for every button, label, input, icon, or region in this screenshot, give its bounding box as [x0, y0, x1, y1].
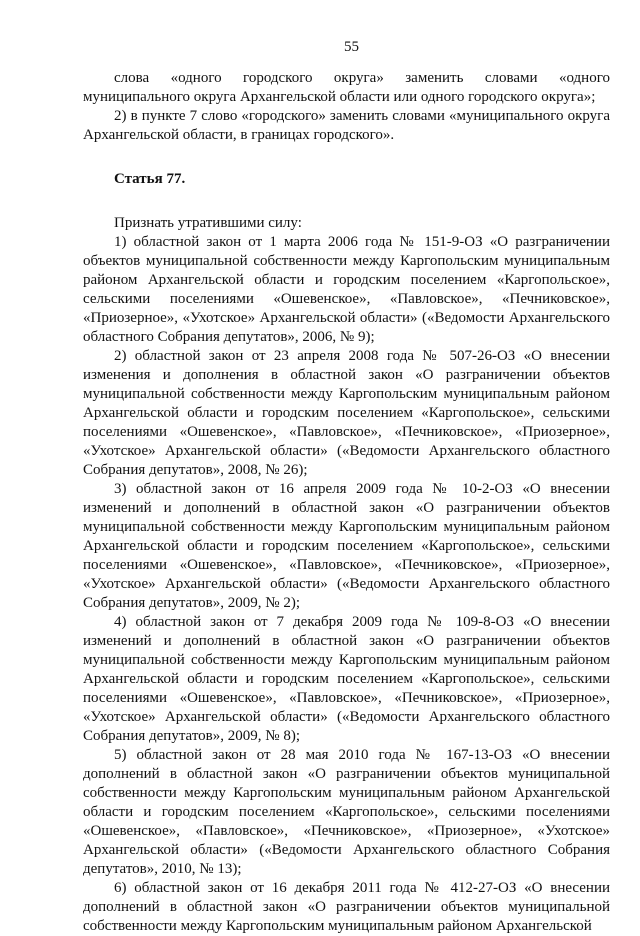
page-number: 55 [344, 39, 359, 55]
article-item-3: 3) областной закон от 16 апреля 2009 года № 10-2-ОЗ «О внесении изменений и дополнений в областной закон «О разграничении объектов муниципальной собственности между Каргопольским муниципальным районом Архангельской области и городским поселением «Каргопольское», сельскими поселениями «Ошевенское», «Павловское», «Печниковское», «Приозерное», «Ухотское» Архангельской области» («Ведомости Архангельского областного Собрания депутатов», 2009, № 2); [83, 481, 610, 611]
article-item-2: 2) областной закон от 23 апреля 2008 года № 507-26-ОЗ «О внесении изменения и дополнения в областной закон «О разграничении объектов муниципальной собственности между Каргопольским муниципальным районом Архангельской области и городским поселением «Каргопольское», сельскими поселениями «Ошевенское», «Павловское», «Печниковское», «Приозерное», «Ухотское» Архангельской области» («Ведомости Архангельского областного Собрания депутатов», 2008, № 26); [83, 348, 610, 478]
intro-paragraph-2: 2) в пункте 7 слово «городского» заменить словами «муниципального округа Архангельской области, в границах городского». [83, 108, 610, 143]
article-heading: Статья 77. [114, 171, 186, 187]
article-item-1: 1) областной закон от 1 марта 2006 года № 151-9-ОЗ «О разграничении объектов муниципальной собственности между Каргопольским муниципальным районом Архангельской области и городским поселением «Каргопольское», сельскими поселениями «Ошевенское», «Павловское», «Печниковское», «Приозерное», «Ухотское» Архангельской области» («Ведомости Архангельского областного Собрания депутатов», 2006, № 9); [83, 234, 610, 345]
article-lead: Признать утратившими силу: [114, 215, 302, 231]
article-item-5: 5) областной закон от 28 мая 2010 года № 167-13-ОЗ «О внесении дополнений в областной закон «О разграничении объектов муниципальной собственности между Каргопольским муниципальным районом Архангельской области и городским поселением «Каргопольское», сельскими поселениями «Ошевенское», «Павловское», «Печниковское», «Приозерное», «Ухотское» Архангельской области» («Ведомости Архангельского областного Собрания депутатов», 2010, № 13); [83, 747, 610, 877]
intro-paragraph-1: слова «одного городского округа» заменить словами «одного муниципального округа Архангельской области или одного городского округа»; [83, 70, 610, 105]
article-item-6: 6) областной закон от 16 декабря 2011 года № 412-27-ОЗ «О внесении дополнений в областной закон «О разграничении объектов муниципальной собственности между Каргопольским муниципальным районом Архангельской [83, 880, 610, 934]
article-item-4: 4) областной закон от 7 декабря 2009 года № 109-8-ОЗ «О внесении изменений и дополнений в областной закон «О разграничении объектов муниципальной собственности между Каргопольским муниципальным районом Архангельской области и городским поселением «Каргопольское», сельскими поселениями «Ошевенское», «Павловское», «Печниковское», «Приозерное», «Ухотское» Архангельской области» («Ведомости Архангельского областного Собрания депутатов», 2009, № 8); [83, 614, 610, 744]
